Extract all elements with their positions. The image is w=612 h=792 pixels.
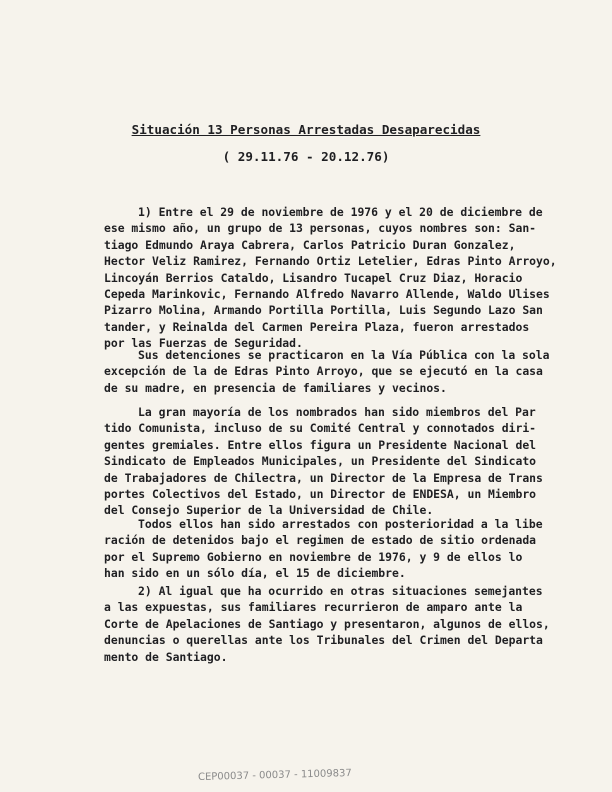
paragraph-4 <box>104 516 564 582</box>
document-dates: ( 29.11.76 - 20.12.76) <box>222 149 390 164</box>
text-line: tiago Edmundo Araya Cabrera, Carlos Patricio Duran Gonzalez, <box>104 237 516 252</box>
paragraph-1 <box>104 204 564 352</box>
text-line: Sindicato de Empleados Municipales, un Presidente del Sindicato <box>104 454 537 469</box>
text-line: de Trabajadores de Chilectra, un Director de la Empresa de Trans <box>104 470 543 485</box>
paragraph-5 <box>104 583 564 665</box>
text-line: Lincoyán Berrios Cataldo, Lisandro Tucapel Cruz Diaz, Horacio <box>104 270 523 285</box>
text-line: excepción de la de Edras Pinto Arroyo, que se ejecutó en la casa <box>104 364 543 379</box>
document-title: Situación 13 Personas Arrestadas Desaparecidas <box>131 122 481 137</box>
text-line: de su madre, en presencia de familiares y vecinos. <box>104 380 447 395</box>
text-line: a las expuestas, sus familiares recurrieron de amparo ante la <box>104 600 523 615</box>
text-line: 2) Al igual que ha ocurrido en otras situaciones semejantes <box>138 584 543 598</box>
archive-stamp: CEP00037 - 00037 - 11009837 <box>197 767 352 784</box>
text-line: La gran mayoría de los nombrados han sido miembros del Par <box>138 405 536 419</box>
paragraph-3 <box>104 404 564 519</box>
text-line: denuncias o querellas ante los Tribunales del Crimen del Departa <box>104 633 543 648</box>
text-line: gentes gremiales. Entre ellos figura un Presidente Nacional del <box>104 437 537 452</box>
text-line: por las Fuerzas de Seguridad. <box>104 336 303 351</box>
text-line: Pizarro Molina, Armando Portilla Portilla, Luis Segundo Lazo San <box>104 303 543 318</box>
text-line: portes Colectivos del Estado, un Director de ENDESA, un Miembro <box>104 487 537 502</box>
text-line: Corte de Apelaciones de Santiago y presentaron, algunos de ellos, <box>104 616 550 631</box>
text-line: Todos ellos han sido arrestados con posterioridad a la libe <box>138 517 543 531</box>
text-line: 1) Entre el 29 de noviembre de 1976 y el 20 de diciembre de <box>138 205 543 219</box>
text-line: ración de detenidos bajo el regimen de estado de sitio ordenada <box>104 533 537 548</box>
text-line: Cepeda Marinkovic, Fernando Alfredo Navarro Allende, Waldo Ulises <box>104 287 550 302</box>
text-line: mento de Santiago. <box>104 649 228 664</box>
paragraph-2 <box>104 347 564 396</box>
text-line: Sus detenciones se practicaron en la Vía Pública con la sola <box>138 348 550 362</box>
text-line: han sido en un sólo día, el 15 de diciembre. <box>104 566 406 581</box>
text-line: tander, y Reinalda del Carmen Pereira Plaza, fueron arrestados <box>104 319 530 334</box>
text-line: por el Supremo Gobierno en noviembre de 1976, y 9 de ellos lo <box>104 549 523 564</box>
text-line: tido Comunista, incluso de su Comité Central y connotados diri- <box>104 421 537 436</box>
text-line: Hector Veliz Ramirez, Fernando Ortiz Letelier, Edras Pinto Arroyo, <box>104 254 557 269</box>
text-line: ese mismo año, un grupo de 13 personas, cuyos nombres son: San- <box>104 221 537 236</box>
text-line: del Consejo Superior de la Universidad de Chile. <box>104 503 434 518</box>
